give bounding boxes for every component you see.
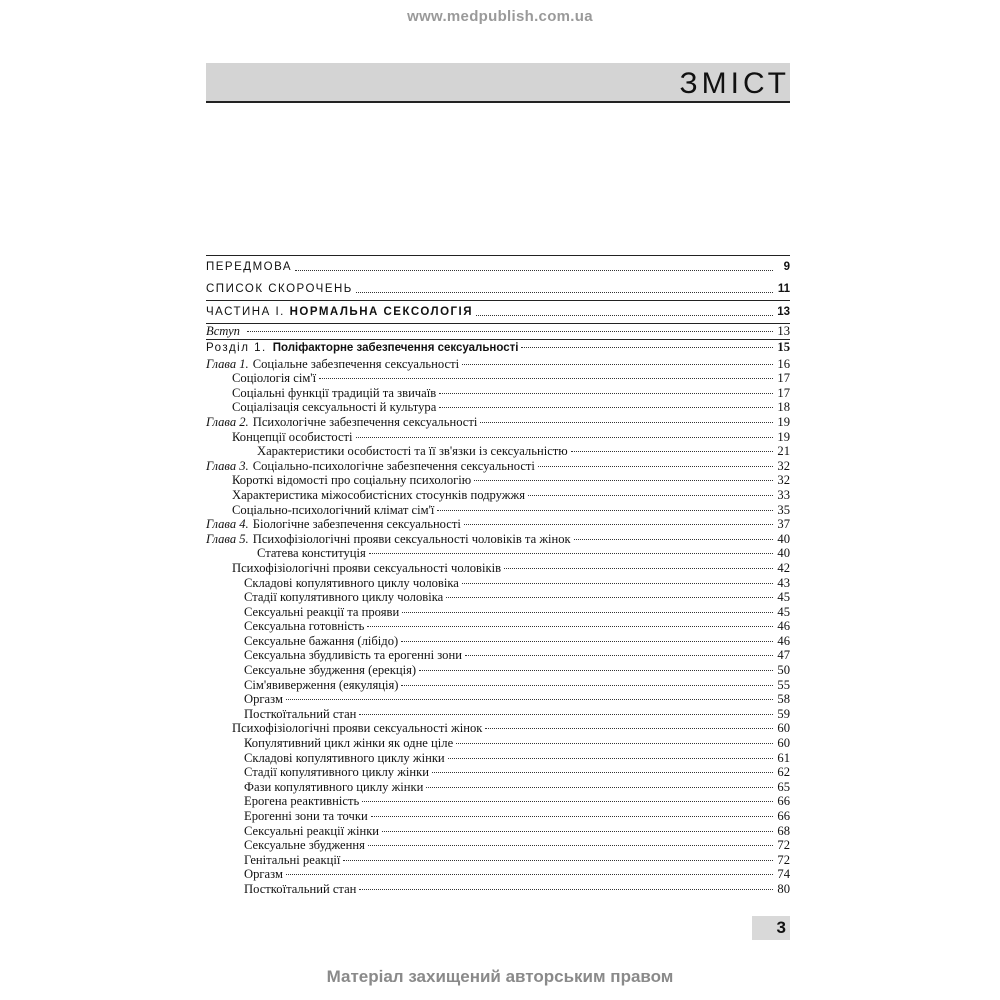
page-title: ЗМІСТ [679, 67, 790, 100]
toc-entry [206, 794, 790, 809]
chapter-label: Глава 4. [206, 517, 249, 532]
dot-leader [474, 480, 773, 481]
toc-page-number: 66 [777, 794, 790, 809]
toc-entry [206, 867, 790, 882]
toc-entry [206, 824, 790, 839]
toc-entry-title: Сім'явиверження (еякуляція) [244, 677, 399, 692]
toc-entry [206, 444, 790, 459]
table-of-contents [206, 255, 790, 897]
toc-entry [206, 546, 790, 561]
dot-leader [485, 728, 773, 729]
dot-leader [432, 772, 773, 773]
dot-leader [369, 553, 773, 554]
dot-leader [456, 743, 773, 744]
dot-leader [439, 407, 773, 408]
toc-entry-title: Короткі відомості про соціальну психологію [232, 473, 472, 488]
toc-entry-title: Соціально-психологічне забезпечення сексуальності [252, 458, 535, 473]
toc-page-number: 61 [777, 750, 790, 765]
toc-entry [206, 371, 790, 386]
dot-leader [446, 597, 773, 598]
dot-leader [247, 331, 773, 332]
toc-page-number: 13 [777, 324, 790, 338]
toc-page-number: 19 [777, 414, 790, 429]
dot-leader [382, 831, 773, 832]
toc-page-number: 16 [777, 356, 790, 371]
toc-entry [206, 400, 790, 415]
dot-leader [480, 422, 773, 423]
toc-entry [206, 300, 790, 324]
section-label: Розділ 1. [206, 341, 267, 354]
dot-leader [319, 378, 773, 379]
toc-entry [206, 590, 790, 605]
toc-page-number: 72 [777, 852, 790, 867]
toc-entry [206, 721, 790, 736]
toc-page-number: 74 [777, 867, 790, 882]
toc-page-number: 60 [777, 721, 790, 736]
toc-entry [206, 532, 790, 547]
toc-page-number: 21 [777, 444, 790, 459]
toc-entry-title: Посткоїтальний стан [244, 706, 357, 721]
toc-entry-title: Ерогена реактивність [244, 794, 360, 809]
toc-page-number: 42 [777, 560, 790, 575]
toc-page-number: 58 [777, 692, 790, 707]
toc-entry-title: Копулятивний цикл жінки як одне ціле [244, 736, 454, 751]
dot-leader [528, 495, 773, 496]
chapter-label: Глава 2. [206, 414, 249, 429]
toc-entry [206, 415, 790, 430]
toc-page-number: 66 [777, 809, 790, 823]
toc-entry-title: Ерогенні зони та точки [244, 809, 368, 823]
toc-entry-title: Сексуальні реакції та прояви [244, 604, 400, 619]
dot-leader [571, 451, 773, 452]
toc-entry-title: Психофізіологічні прояви сексуальності жінок [232, 721, 483, 736]
toc-entry [206, 634, 790, 649]
toc-entry-title: Стадії копулятивного циклу чоловіка [244, 590, 444, 605]
toc-entry-title: Складові копулятивного циклу чоловіка [244, 575, 459, 590]
toc-entry-title: Оргазм [244, 692, 283, 707]
toc-page-number: 72 [777, 838, 790, 853]
toc-page-number: 65 [777, 779, 790, 794]
toc-entry [206, 459, 790, 474]
dot-leader [448, 758, 773, 759]
toc-entry [206, 339, 790, 357]
toc-page-number: 18 [777, 400, 790, 415]
toc-page-number: 68 [777, 823, 790, 838]
toc-page-number: 17 [777, 371, 790, 386]
toc-entry-title: Сексуальна збудливість та ерогенні зони [244, 648, 462, 663]
title-bar [206, 63, 790, 103]
toc-entry-title: Фази копулятивного циклу жінки [244, 779, 424, 794]
chapter-label: Глава 1. [206, 356, 249, 371]
toc-page-number: 35 [777, 502, 790, 517]
toc-entry [206, 488, 790, 503]
dot-leader [286, 874, 773, 875]
toc-entry [206, 853, 790, 868]
toc-entry [206, 765, 790, 780]
toc-entry-title: Сексуальне збудження (ерекція) [244, 663, 417, 678]
dot-leader [437, 510, 773, 511]
watermark-bottom: Матеріал захищений авторським правом [326, 967, 674, 986]
toc-entry-title: Сексуальна готовність [244, 619, 365, 634]
dot-leader [401, 685, 773, 686]
toc-entry-title: Складові копулятивного циклу жінки [244, 750, 445, 765]
dot-leader [426, 787, 773, 788]
toc-entry [206, 503, 790, 518]
toc-page-number: 32 [777, 473, 790, 488]
dot-leader [462, 364, 773, 365]
dot-leader [538, 466, 773, 467]
dot-leader [574, 539, 773, 540]
toc-page-number: 60 [777, 736, 790, 751]
dot-leader [343, 860, 773, 861]
toc-entry-title: Сексуальне збудження [244, 838, 365, 853]
dot-leader [356, 292, 773, 293]
dot-leader [359, 889, 773, 890]
watermark-top: www.medpublish.com.ua [407, 8, 593, 25]
toc-page-number: 37 [777, 517, 790, 532]
dot-leader [462, 583, 773, 584]
toc-entry-title: Соціальні функції традицій та звичаїв [232, 385, 437, 400]
toc-entry-title: Вступ [206, 324, 240, 338]
toc-entry [206, 678, 790, 693]
toc-entry [206, 386, 790, 401]
toc-page-number: 46 [777, 633, 790, 648]
toc-entry [206, 882, 790, 897]
toc-entry [206, 707, 790, 722]
dot-leader [402, 612, 773, 613]
dot-leader [476, 315, 773, 316]
toc-entry [206, 576, 790, 591]
toc-entry-title: Психофізіологічні прояви сексуальності чоловіків [232, 560, 502, 575]
toc-entry-title: Оргазм [244, 867, 283, 882]
toc-entry-title: Посткоїтальний стан [244, 881, 357, 896]
toc-entry-title: Характеристика міжособистісних стосунків подружжя [232, 487, 526, 502]
toc-entry [206, 736, 790, 751]
toc-page-number: 40 [777, 531, 790, 546]
dot-leader [504, 568, 773, 569]
toc-page-number: 13 [777, 305, 790, 318]
toc-entry-title: Біологічне забезпечення сексуальності [252, 517, 461, 532]
toc-entry [206, 751, 790, 766]
dot-leader [362, 801, 773, 802]
dot-leader [419, 670, 773, 671]
toc-entry [206, 663, 790, 678]
toc-entry-title: ПЕРЕДМОВА [206, 260, 293, 273]
toc-entry [206, 619, 790, 634]
chapter-label: Глава 3. [206, 458, 249, 473]
dot-leader [401, 641, 773, 642]
toc-entry [206, 357, 790, 372]
dot-leader [359, 714, 773, 715]
toc-entry-title: Сексуальне бажання (лібідо) [244, 633, 399, 648]
toc-page-number: 55 [777, 677, 790, 692]
toc-entry [206, 692, 790, 707]
toc-entry-title: Сексуальні реакції жінки [244, 823, 380, 838]
toc-entry-title: Поліфакторне забезпечення сексуальності [272, 341, 519, 354]
toc-page-number: 19 [777, 429, 790, 444]
chapter-label: Глава 5. [206, 531, 249, 546]
dot-leader [465, 655, 773, 656]
toc-page-number: 32 [777, 458, 790, 473]
toc-entry-title: Соціально-психологічний клімат сім'ї [232, 502, 435, 517]
toc-page-number: 80 [777, 881, 790, 896]
page-number: 3 [752, 916, 790, 940]
toc-entry [206, 838, 790, 853]
toc-entry [206, 255, 790, 278]
toc-page-number: 59 [777, 706, 790, 721]
toc-page-number: 45 [777, 604, 790, 619]
toc-page-number: 50 [777, 663, 790, 678]
dot-leader [286, 699, 773, 700]
dot-leader [521, 347, 773, 348]
toc-entry-title: Статева конституція [257, 546, 366, 561]
toc-entry-title: Соціалізація сексуальності й культура [232, 400, 437, 415]
toc-page-number: 15 [777, 339, 790, 354]
toc-page-number: 45 [777, 590, 790, 605]
toc-entry-title: Генітальні реакції [244, 852, 341, 867]
toc-entry-title: Соціологія сім'ї [232, 371, 317, 386]
toc-entry-title: Психологічне забезпечення сексуальності [252, 414, 478, 429]
toc-page-number: 47 [777, 648, 790, 663]
toc-entry-title: Характеристики особистості та її зв'язки із сексуальністю [257, 444, 568, 459]
toc-entry [206, 473, 790, 488]
toc-entry-title: Концепції особистості [232, 429, 353, 444]
toc-entry [206, 278, 790, 300]
toc-page-number: 62 [777, 765, 790, 780]
dot-leader [295, 270, 773, 271]
toc-page-number: 43 [777, 575, 790, 590]
toc-entry [206, 561, 790, 576]
dot-leader [464, 524, 773, 525]
toc-entry [206, 517, 790, 532]
toc-entry-title: Соціальне забезпечення сексуальності [252, 356, 460, 371]
toc-page-number: 46 [777, 619, 790, 634]
toc-entry [206, 605, 790, 620]
part-label: ЧАСТИНА І. [206, 305, 285, 318]
toc-entry [206, 809, 790, 824]
toc-entry [206, 780, 790, 795]
toc-page-number: 17 [777, 385, 790, 400]
toc-entry-title: НОРМАЛЬНА СЕКСОЛОГІЯ [289, 305, 474, 318]
toc-entry [206, 648, 790, 663]
dot-leader [439, 393, 773, 394]
toc-page-number: 9 [783, 260, 790, 273]
toc-page-number: 33 [777, 487, 790, 502]
dot-leader [368, 845, 773, 846]
dot-leader [356, 437, 773, 438]
toc-entry [206, 324, 790, 339]
toc-entry-title: Стадії копулятивного циклу жінки [244, 765, 430, 780]
toc-page-number: 11 [777, 282, 790, 295]
dot-leader [367, 626, 773, 627]
toc-entry-title: СПИСОК СКОРОЧЕНЬ [206, 282, 353, 295]
toc-page-number: 40 [777, 546, 790, 561]
toc-entry [206, 430, 790, 445]
dot-leader [371, 816, 773, 817]
toc-entry-title: Психофізіологічні прояви сексуальності чоловіків та жінок [252, 531, 571, 546]
